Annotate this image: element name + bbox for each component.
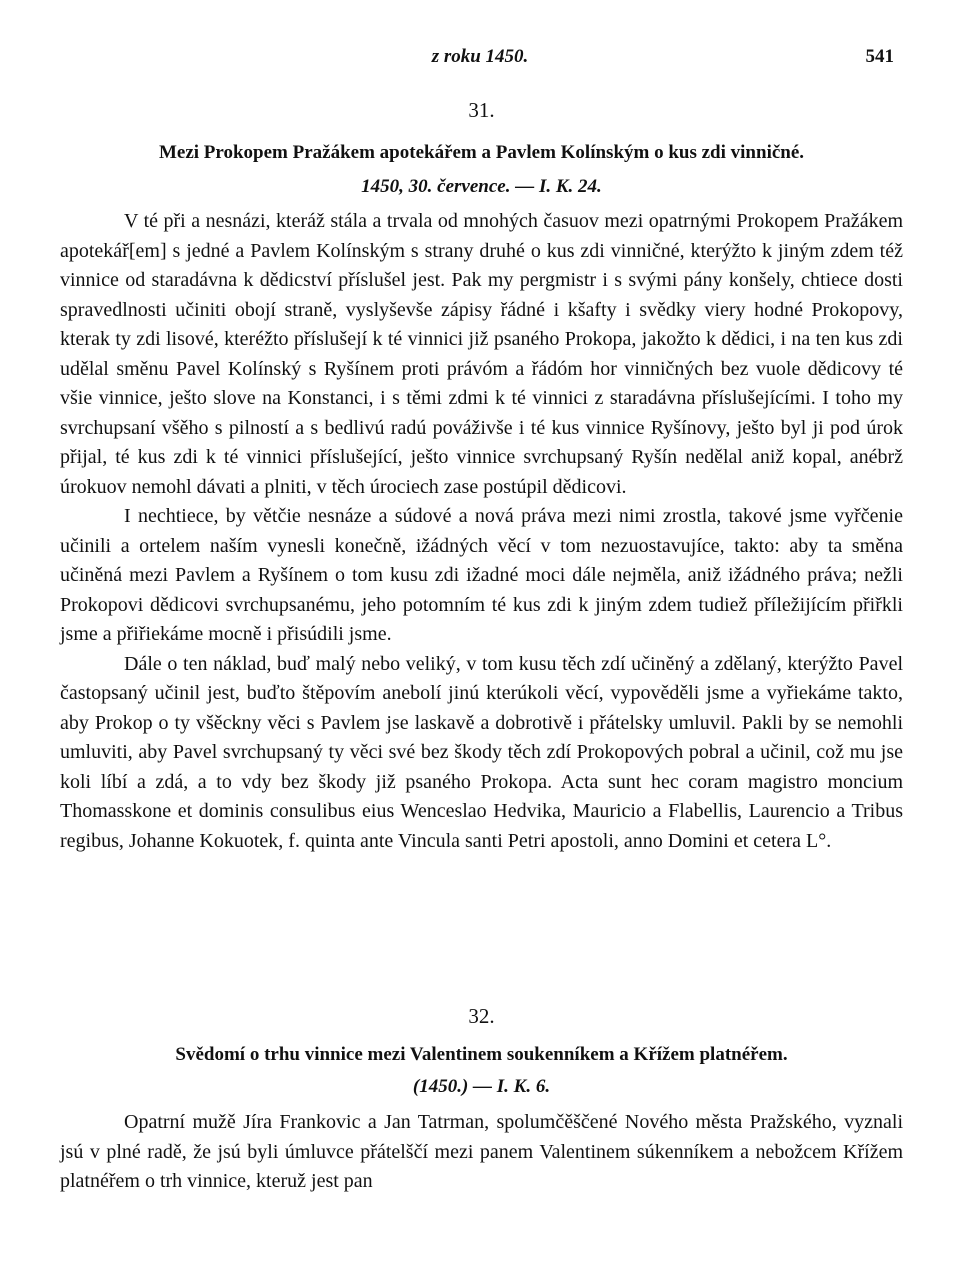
entry-31-body [60, 207, 903, 856]
entry-32-dateline: (1450.) — I. K. 6. [412, 1076, 551, 1097]
running-title: z roku 1450. [431, 46, 529, 67]
entry-32-body [60, 1108, 903, 1197]
entry-31-paragraph-3: Dále o ten náklad, buď malý nebo veliký, v tom kusu těch zdí učiněný a zdělaný, kterýžto Pavel častopsaný učinil jest, buďto štěpovím anebolí jinú kterúkoli věcí, vypověděli jsme a vyřiekáme takto, aby Prokop o ty všěckny věci s Pavlem jse laskavě a dobrotivě i přátelsky umluvil. Pakli by se nemohli umluviti, aby Pavel svrchupsaný ty věci své bez škody těch zdí Prokopových pobral a učinil, což mu jse koli líbí a zdá, a to vdy bez škody již psaného Prokopa. Acta sunt hec coram magistro moncium Thomasskone et dominis consulibus eius Wenceslao Hedvika, Mauricio a Flabellis, Laurencio a Tribus regibus, Johanne Kokuotek, f. quinta ante Vincula santi Petri apostoli, anno Domini et cetera L°. [60, 652, 903, 852]
entry-32-title: Svědomí o trhu vinnice mezi Valentinem soukenníkem a Křížem platnéřem. [175, 1044, 788, 1065]
entry-31-paragraph-1: V té při a nesnázi, kteráž stála a trvala od mnohých časuov mezi opatrnými Prokopem Pražákem apotekář[em] s jedné a Pavlem Kolínským s strany druhé o kus zdi vinničné, kterýžto k jiným zdem též vinnice od staradávna k dědicství příslušel jest. Pak my pergmistr i s svými pány konšely, chtiece dosti spravedlnosti učiniti obojí straně, vyslyševše zápisy řádné i kšafty i svědky viery hodné Prokopovy, kterak ty zdi lisové, kteréžto příslušejí k té vinnici již psaného Prokopa, jakožto k dědici, i na ten kus zdi udělal směnu Pavel Kolínský s Ryšínem proti právóm a řádóm hor vinničných bez vuole dědicovy té všie vinnice, ješto slove na Konstanci, i s těmi zdmi k té vinnici z staradávna příslušejícími. I toho my svrchupsaní všěho s pilností a s bedlivú radú pováživše i té kus vinnice Ryšínovy, ješto byl ji pod úrok přijal, té kus zdi k té vinnici příslušející, ješto vinnice svrchupsaný Ryšín nedělal aniž kopal, anébrž úrokuov nemohl dávati a plniti, v těch úrociech zase postúpil dědicovi. [60, 210, 903, 498]
entry-31-number: 31. [468, 98, 495, 122]
entry-32-number: 32. [468, 1004, 495, 1028]
entry-31-title: Mezi Prokopem Pražákem apotekářem a Pavlem Kolínským o kus zdi vinničné. [158, 142, 805, 163]
entry-32-paragraph-1: Opatrní mužě Jíra Frankovic a Jan Tatrman, spolumčěščené Nového města Pražského, vyznali jsú v plné radě, že jsú byli úmluvce přátelščí mezi panem Valentinem súkenníkem a nebožcem Křížem platnéřem o trh vinnice, kteruž jest pan [60, 1111, 903, 1192]
running-header [60, 46, 900, 76]
entry-31-dateline: 1450, 30. července. — I. K. 24. [361, 176, 602, 197]
entry-31-paragraph-2: I nechtiece, by větčie nesnáze a súdové a nová práva mezi nimi zrostla, takové jsme vyřčenie učinili a ortelem naším vynesli konečně, ižádných věcí v tom nezuostavujíce, takto: aby ta směna učiněná mezi Pavlem a Ryšínem o tom kusu zdi ižadné moci dále nejměla, aniž ižádného práva; nežli Prokopovi dědicovi svrchupsanému, jeho potomním té kus zdi k jiným zdem tudiež příležijícím přiřkli jsme a přiřiekáme mocně i přisúdili jsme. [60, 505, 903, 645]
page-number: 541 [865, 46, 894, 67]
